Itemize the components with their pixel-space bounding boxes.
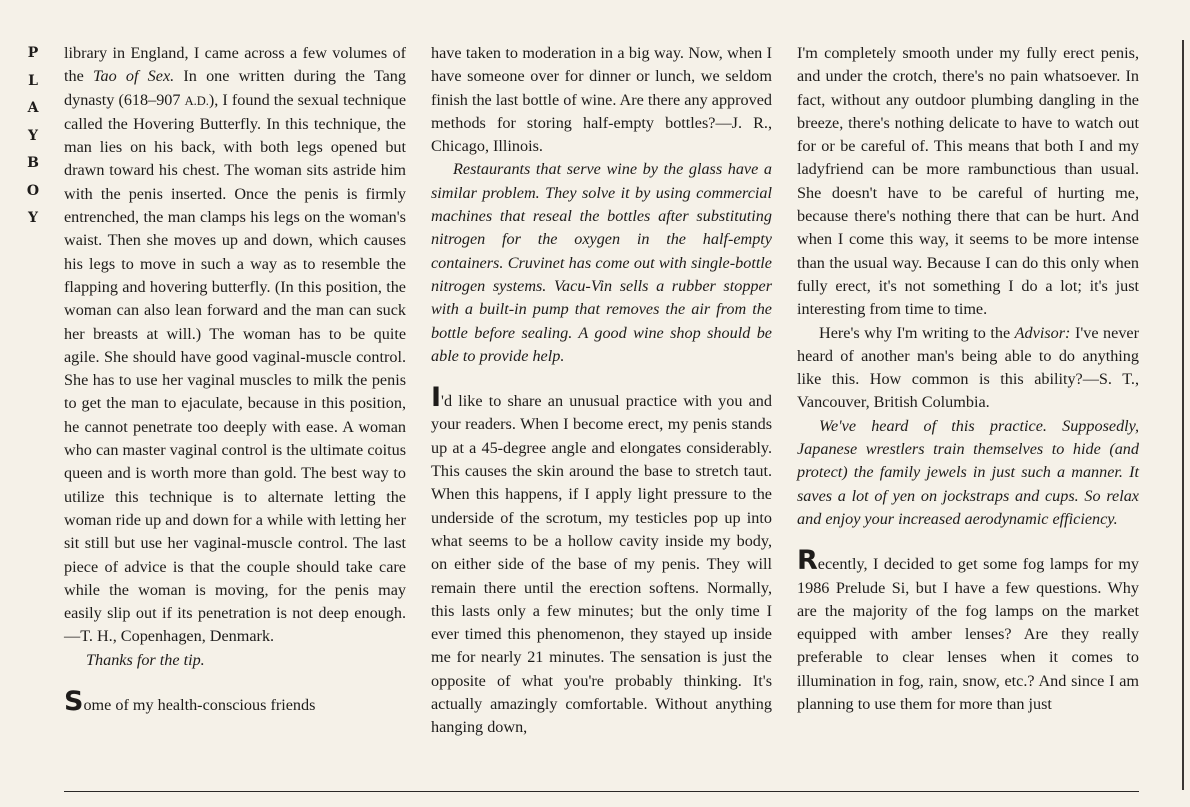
- letter-testicles-cont: I'm completely smooth under my fully erect penis, and under the crotch, there's no pain whatsoever. In fact, without any outdoor plumbing dangling in the breeze, there's nothing delicate to have to watch out for or be careful of. This means that both I and my ladyfriend can be more rambunctious than usual. She doesn't have to be careful of hurting me, because there's nothing there that can be hurt. And when I come this way, it seems to be more intense than the usual way. Because I can do this only when fully erect, it's not something I do a lot; it's just interesting from time to time.: [797, 44, 1139, 319]
- drop-cap: R: [797, 545, 818, 577]
- letter-fog-lamps: Recently, I decided to get some fog lamps for my 1986 Prelude Si, but I have a few questions. Why are the majority of the fog lamps on the market equipped with amber lenses? Are they really preferable to clear lenses when it comes to illumination in fog, rain, snow, etc.? And since I am planning to use them for more than just: [797, 545, 1139, 714]
- letter-wine-start: Some of my health-conscious friends: [64, 686, 316, 718]
- letter-testicles: I'd like to share an unusual practice with you and your readers. When I become erect, my penis stands up at a 45-degree angle and elongates considerably. This causes the skin around the base to stretch taut. When this happens, if I apply light pressure to the underside of the scrotum, my testicles pop up into what seems to be a hollow cavity inside my body, on either side of the base of my penis. They will remain there until the erection softens. Normally, this lasts only a few minutes; but the only time I ever timed this phenomenon, they stayed up inside me for nearly 21 minutes. The sensation is just the opposite of what you're probably thinking. It's actually amazingly comfortable. Without anything hanging down,: [431, 382, 772, 737]
- drop-cap: I: [431, 382, 442, 414]
- bottom-rule: [64, 791, 1139, 792]
- right-edge-rule: [1182, 40, 1184, 790]
- logo-letter: Y: [28, 127, 38, 144]
- answer-1: Thanks for the tip.: [86, 650, 205, 669]
- logo-letter: O: [26, 182, 40, 199]
- answer-3: We've heard of this practice. Supposedly, Japanese wrestlers train themselves to hide (and protect) the family jewels in just such a manner. It saves a lot of yen on jockstraps and cups. So relax and enjoy your increased aerodynamic efficiency.: [797, 416, 1139, 528]
- logo-letter: L: [28, 72, 38, 89]
- era-abbrev: A.D.: [184, 93, 209, 108]
- playboy-side-logo: [22, 40, 44, 233]
- drop-cap: S: [64, 686, 84, 718]
- column-3: [797, 42, 1139, 716]
- advisor-word: Advisor:: [1014, 323, 1071, 342]
- logo-letter: B: [27, 155, 39, 171]
- logo-letter: A: [27, 100, 39, 116]
- logo-letter: Y: [28, 210, 38, 226]
- column-1: [64, 42, 406, 717]
- book-title: Tao of Sex.: [92, 67, 175, 86]
- letter-wine-cont: have taken to moderation in a big way. Now, when I have someone over for dinner or lunch, we seldom finish the last bottle of wine. Are there any approved methods for storing half-empty bottles?—J. R., Chicago, Illinois.: [431, 44, 772, 156]
- column-2: [431, 42, 772, 740]
- letter-testicles-question: Here's why I'm writing to the Advisor: I've never heard of another man's being able to do anything like this. How common is this ability?—S. T., Vancouver, British Columbia.: [797, 323, 1139, 412]
- answer-2: Restaurants that serve wine by the glass have a similar problem. They solve it by using commercial machines that reseal the bottles after substituting nitrogen for the oxygen in the half-empty containers. Cruvinet has come out with single-bottle nitrogen systems. Vacu-Vin sells a rubber stopper with a built-in pump that removes the air from the bottle before sealing. A good wine shop should be able to provide help.: [431, 160, 772, 365]
- letter-hovering-butterfly: library in England, I came across a few volumes of the Tao of Sex. In one written during the Tang dynasty (618–907 A.D.), I found the sexual technique called the Hovering Butterfly. In this technique, the man lies on his back, with both legs opened but drawn toward his chest. The woman sits astride him with the penis inserted. Once the penis is firmly entrenched, the man clamps his legs on the woman's waist. Then she moves up and down, which causes his legs to move in such a way as to resemble the flapping and hovering butterfly. (In this position, the woman can also lean forward and the man can suck her breasts at will.) The woman has to be quite agile. She should have good vaginal-muscle control. She has to use her vaginal muscles to milk the penis to get the man to ejaculate, because in this position, he cannot penetrate too deeply with ease. A woman who can master vaginal control is the ultimate coitus queen and is worth more than gold. The best way to utilize this technique is to alternate letting the woman ride up and down for a while with letting her sit still but use her vaginal-muscle control. The last piece of advice is that the couple should take care while the woman is moving, for the penis may easily slip out if its penetration is not deep enough.—T. H., Copenhagen, Denmark.: [64, 44, 407, 646]
- logo-letter: P: [27, 45, 39, 61]
